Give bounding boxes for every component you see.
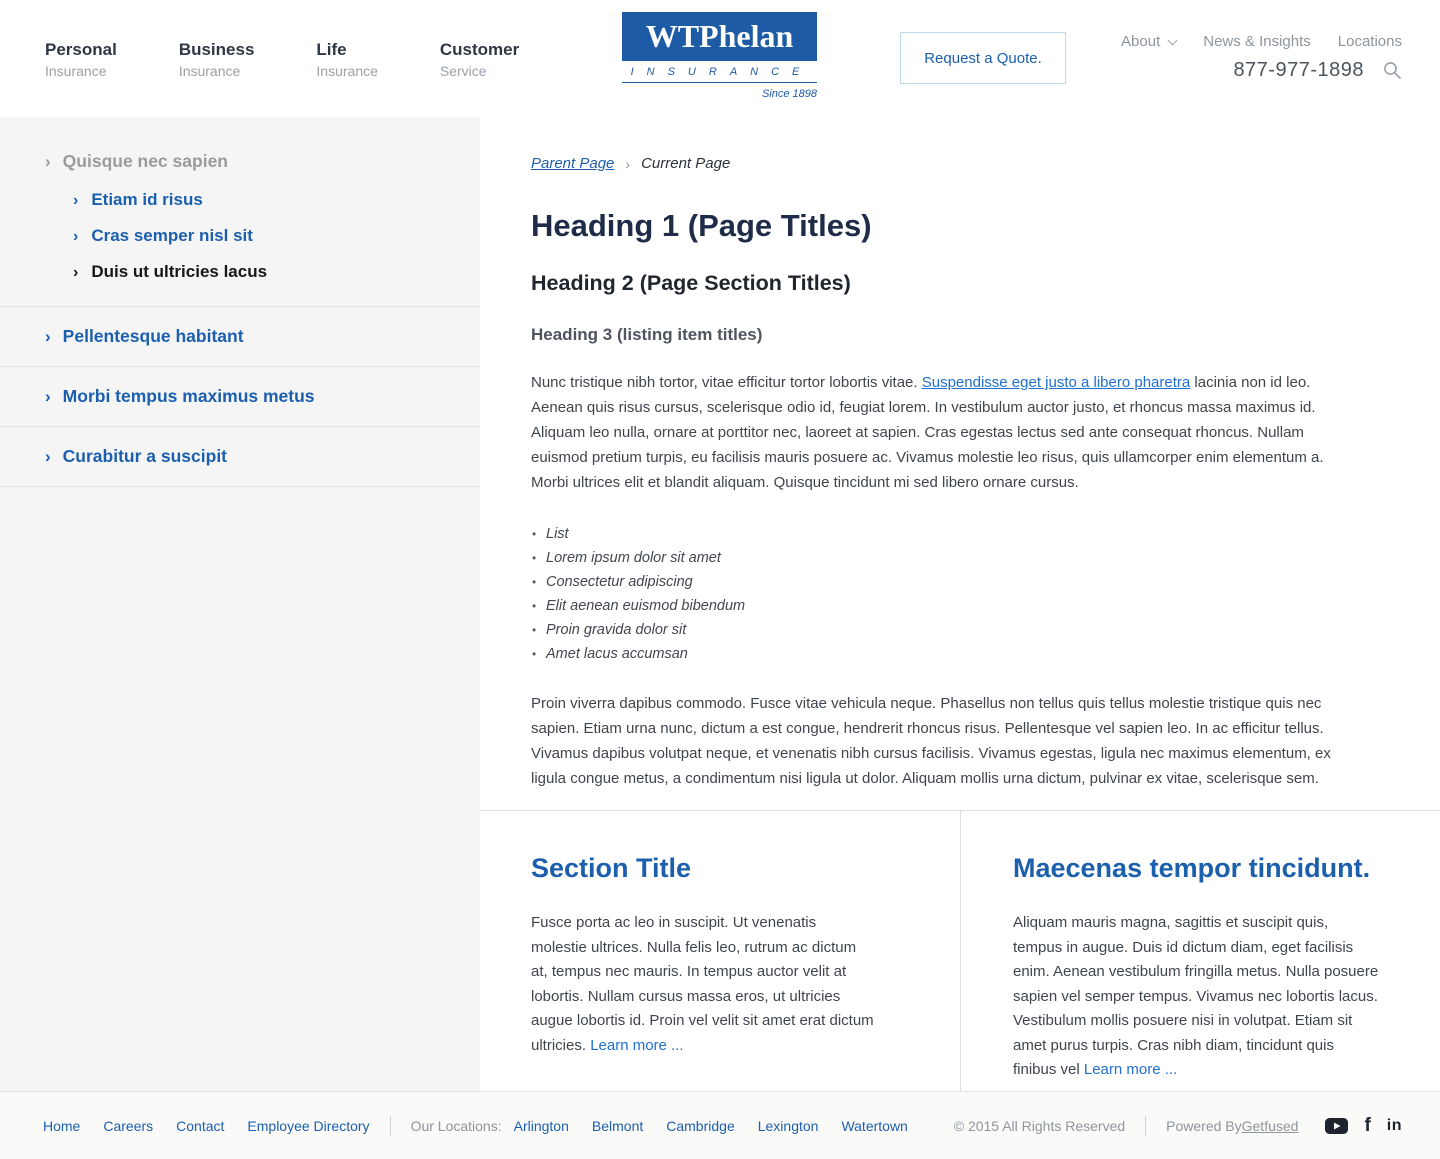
footer-link-employee-directory[interactable]: Employee Directory [247,1117,370,1134]
nav-item-title: Customer [439,40,520,59]
learn-more-link[interactable]: Learn more ... [1083,1061,1178,1078]
footer-link-contact[interactable]: Contact [176,1117,225,1134]
nav-item-subtitle: Insurance [178,63,241,79]
list-item [531,546,1348,570]
chevron-right-icon: › [45,386,51,406]
chevron-right-icon: › [73,228,79,245]
sidebar-item-label: Pellentesque habitant [62,326,244,346]
primary-nav [45,40,519,79]
logo-wordmark: WTPhelan [645,18,794,54]
footer-link-belmont[interactable]: Belmont [591,1117,644,1134]
page-title: Heading 1 (Page Titles) [531,208,872,243]
footer-link-lexington[interactable]: Lexington [757,1117,819,1134]
footer-left [43,1116,908,1136]
sidebar-item-label: Curabitur a suscipit [62,446,228,466]
paragraph-2: Proin viverra dapibus commodo. Fusce vitae vehicula neque. Phasellus non tellus quis tellus molestie tristique quis nec sapien. Etiam urna nunc, dictum a est congue, hendrerit rhoncus risus. Pellentesque vel sapien leo. In ac efficitur tellus. Vivamus dapibus volutpat neque, et venenatis nibh cursus facilisis. Vivamus egestas, ligula nec maximus elementum, ex ligula congue metus, a condimentum nisi ligula ut dolor. Aliquam mollis urna dictum, pulvinar ex vitae, scelerisque sem. [531,695,1331,787]
footer-divider [390,1116,391,1136]
chevron-right-icon: › [73,264,79,281]
bottom-sections [480,810,1440,1091]
footer-right [954,1115,1402,1137]
nav-personal-insurance[interactable] [45,40,117,79]
footer-link-careers[interactable]: Careers [103,1117,154,1134]
main-column [480,117,1440,1091]
sidebar-item-pellentesque[interactable] [0,307,480,367]
section-right-text: Aliquam mauris magna, sagittis et suscipit quis, tempus in augue. Duis id dictum diam, eget facilisis enim. Aenean vestibulum fringilla metus. Nulla posuere sapien vel semper tempus. Vivamus nec lobortis lacus. Vestibulum mollis posuere nisi in volutpat. Etiam sit amet purus turpis. Cras nibh diam, tincidunt quis finibus vel [1013,914,1379,1078]
paragraph-1-post: lacinia non id leo. Aenean quis risus cursus, scelerisque odio id, feugiat lorem. In vestibulum auctor justo, et rhoncus massa maximus id. Aliquam leo nulla, ornare at porttitor nec, laoreet at sapien. Cras egestas lectus sed ante consequat rhoncus. Nullam euismod pretium turpis, eu facilisis mauris posuere ac. Vivamus molestie leo risus, quis ullamcorper enim elementum a. Morbi ultrices elit et blandit aliquam. Quisque tincidunt mi sed libero ornare cursus. [531,374,1324,491]
header-link-about[interactable] [1121,33,1176,50]
main-content [480,117,1440,810]
social-icons [1325,1115,1402,1137]
footer-link-cambridge[interactable]: Cambridge [666,1117,735,1134]
sidebar-item-label: Morbi tempus maximus metus [62,386,315,406]
youtube-icon[interactable] [1325,1118,1348,1134]
section-right [960,811,1440,1091]
list-item-text: Lorem ipsum dolor sit amet [546,550,721,566]
nav-item-subtitle: Service [439,63,487,79]
list-item [531,570,1348,594]
section-left [480,811,960,1091]
nav-item-subtitle: Insurance [316,63,378,79]
chevron-down-icon [1168,35,1178,45]
learn-more-link[interactable]: Learn more ... [590,1036,684,1054]
section-sidebar-nav [0,117,480,1091]
phone-number[interactable]: 877-977-1898 [1233,59,1364,81]
footer-links [43,1118,370,1134]
sidebar-subitem-label: Cras semper nisl sit [91,226,253,245]
logo-box [622,12,817,61]
company-logo[interactable] [622,12,817,100]
sidebar-item-parent[interactable] [0,135,480,182]
request-quote-button[interactable]: Request a Quote. [900,32,1066,84]
sidebar-subitem-etiam[interactable] [0,182,480,218]
linkedin-icon[interactable]: in [1386,1116,1402,1134]
section-right-title: Maecenas tempor tincidunt. [1013,853,1371,883]
page-body [0,117,1440,1091]
sidebar-subitem-label: Etiam id risus [91,190,203,209]
section-right-body [1013,911,1380,1083]
list-item-text: List [546,526,569,542]
header-link-locations[interactable] [1338,33,1402,50]
search-icon[interactable] [1383,61,1402,80]
sidebar-subitem-cras[interactable] [0,218,480,254]
sidebar-item-curabitur[interactable] [0,427,480,487]
nav-life-insurance[interactable] [316,40,377,79]
header-link-news-insights[interactable] [1203,33,1311,50]
logo-industry-text: INSURANCE [622,61,817,83]
list-item [531,594,1348,618]
logo-tagline: Since 1898 [761,88,817,100]
header-utility [1121,33,1402,82]
list-item-text: Elit aenean euismod bibendum [546,598,746,614]
section-left-text: Fusce porta ac leo in suscipit. Ut venenatis molestie ultrices. Nulla felis leo, rutrum ac dictum at, tempus nec mauris. In tempus auctor velit at lobortis. Nullam cursus massa eros, ut ultricies augue lobortis id. Proin vel velit sit amet erat dictum ultricies. [531,914,874,1054]
sidebar-item-morbi[interactable] [0,367,480,427]
list-item [531,642,1348,666]
chevron-right-icon: › [625,155,631,172]
site-header [0,0,1440,117]
section-left-title: Section Title [531,853,692,883]
facebook-icon[interactable]: f [1364,1114,1371,1136]
nav-item-title: Personal [45,40,117,59]
paragraph-1 [531,370,1348,495]
list-item-text: Proin gravida dolor sit [546,622,687,638]
footer-link-home[interactable]: Home [43,1117,81,1134]
footer-location-links [514,1118,908,1134]
sidebar-group [0,135,480,307]
breadcrumb [531,155,1348,172]
chevron-right-icon: › [45,446,51,466]
paragraph-1-pre: Nunc tristique nibh tortor, vitae efficitur tortor lobortis vitae. [531,374,922,391]
list-item-text: Consectetur adipiscing [546,574,693,590]
list-item [531,522,1348,546]
list-item-text: Amet lacus accumsan [546,646,688,662]
nav-item-title: Business [178,40,255,59]
nav-customer-service[interactable] [440,40,519,79]
copyright-text: © 2015 All Rights Reserved [953,1117,1126,1134]
nav-item-subtitle: Insurance [45,63,107,79]
breadcrumb-current: Current Page [641,155,731,172]
chevron-right-icon: › [45,152,51,171]
footer-link-watertown[interactable]: Watertown [841,1117,908,1134]
about-label: About [1121,33,1161,50]
sidebar-subitem-label: Duis ut ultricies lacus [91,262,268,281]
section-left-body [531,911,875,1058]
locations-label: Our Locations: [410,1117,502,1134]
powered-by-text: Powered By [1166,1117,1242,1134]
site-footer [0,1091,1440,1159]
chevron-right-icon: › [45,326,51,346]
breadcrumb-parent-link[interactable]: Parent Page [531,155,615,172]
locations-label: Locations [1337,33,1402,50]
news-label: News & Insights [1203,33,1311,50]
list-item [531,618,1348,642]
chevron-right-icon: › [73,192,79,209]
listing-heading: Heading 3 (listing item titles) [531,325,763,344]
nav-item-title: Life [316,40,347,59]
paragraph-inline-link[interactable]: Suspendisse eget justo a libero pharetra [921,374,1191,391]
section-heading: Heading 2 (Page Section Titles) [531,271,851,295]
sidebar-parent-label: Quisque nec sapien [62,151,228,171]
utility-links [1121,33,1402,50]
footer-divider [1145,1116,1146,1136]
footer-link-arlington[interactable]: Arlington [513,1117,569,1134]
powered-by-link[interactable]: Getfused [1241,1117,1299,1134]
sidebar-subitem-current-page[interactable] [0,254,480,290]
bullet-list [531,522,1348,666]
nav-business-insurance[interactable] [179,40,255,79]
phone-row [1121,59,1402,82]
